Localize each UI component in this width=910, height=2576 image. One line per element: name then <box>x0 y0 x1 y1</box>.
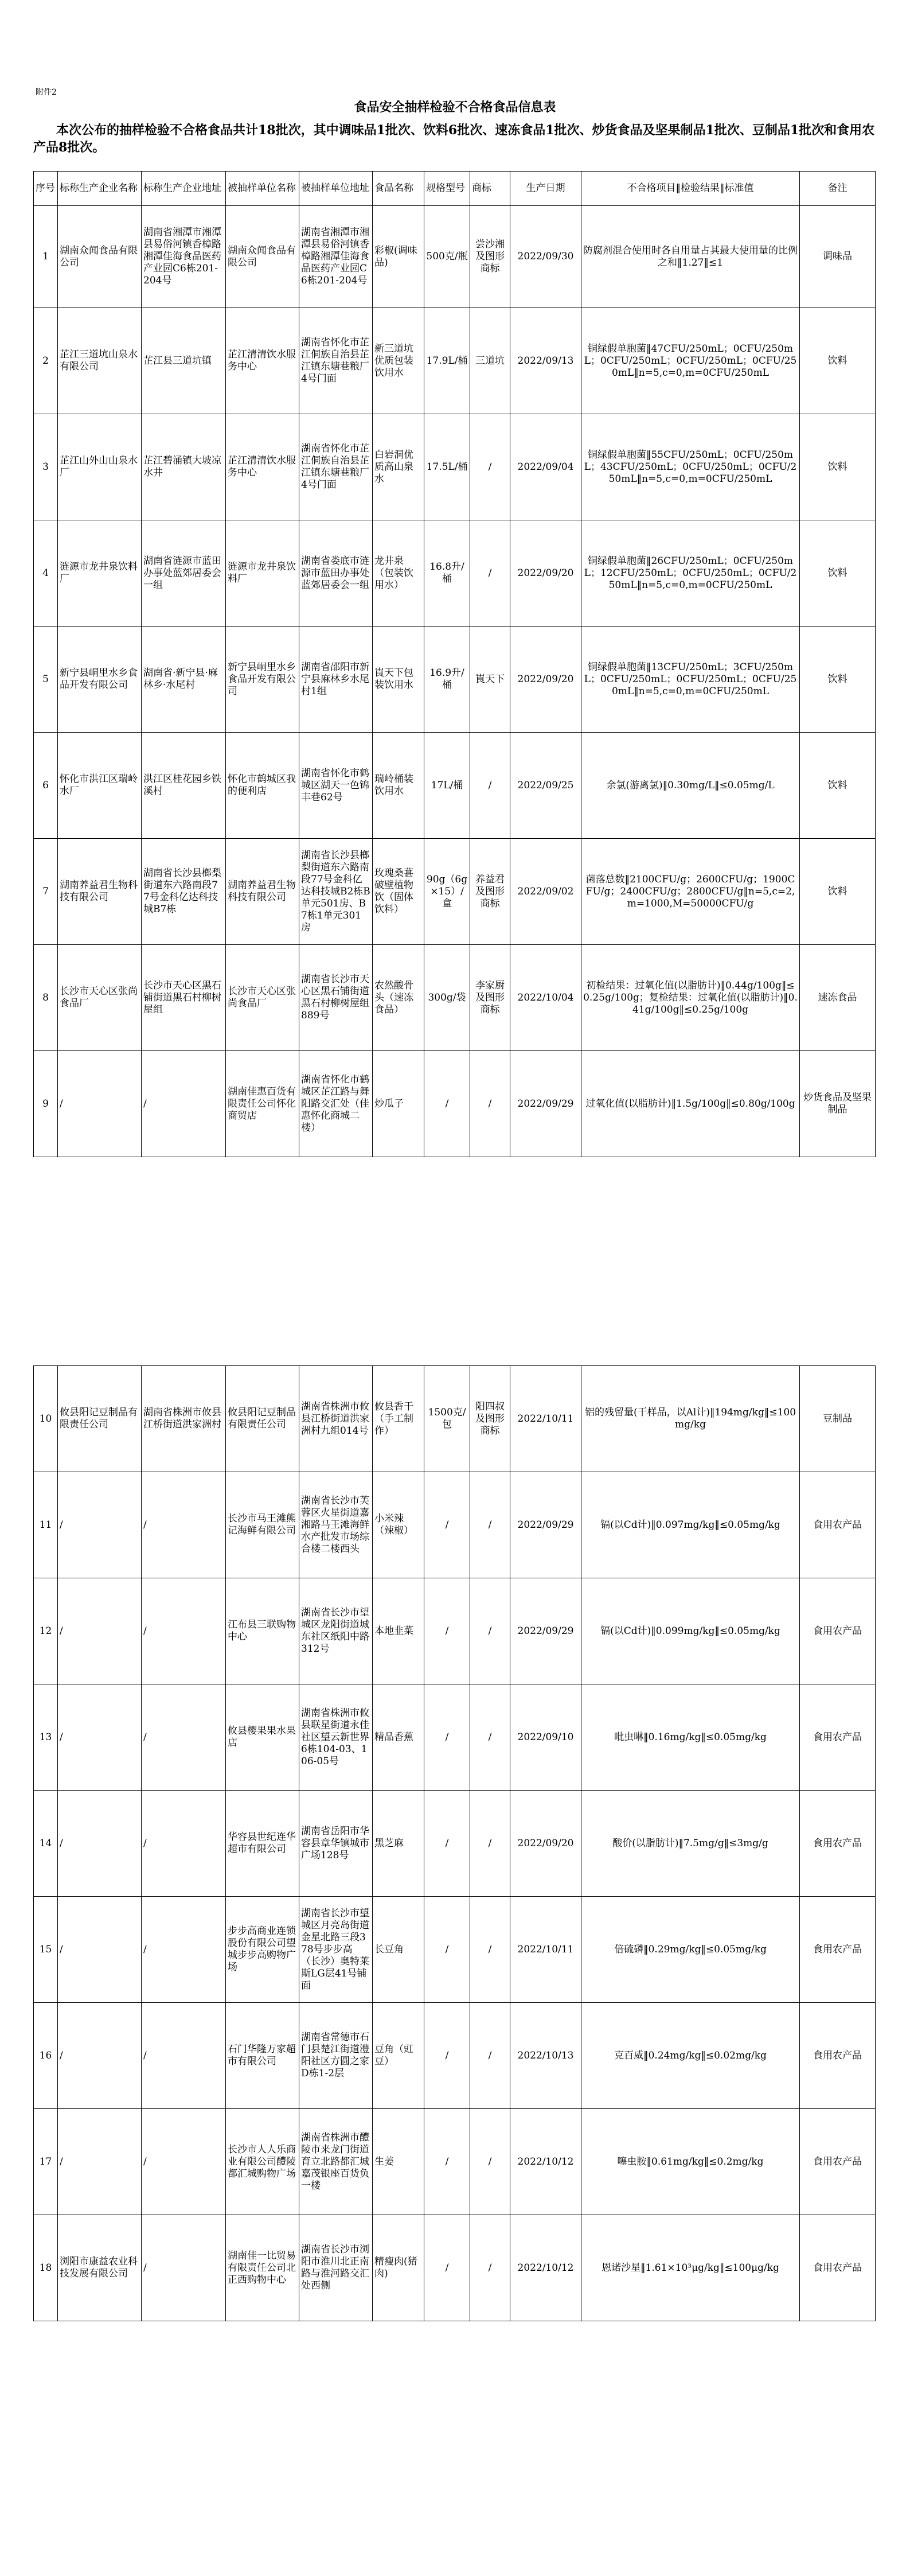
cell-spec: / <box>424 2109 470 2215</box>
cell-mfr: 芷江三道坑山泉水有限公司 <box>58 308 142 414</box>
cell-no: 5 <box>34 627 58 733</box>
cell-seller-addr: 湖南省株洲市攸县江桥街道洪家洲村九组014号 <box>299 1366 373 1472</box>
cell-mfr-addr: / <box>142 1051 226 1157</box>
cell-seller: 芷江清清饮水服务中心 <box>226 308 299 414</box>
cell-mfr: / <box>58 2109 142 2215</box>
cell-seller-addr: 湖南省长沙市望城区月亮岛街道金星北路三段378号步步高（长沙）奥特莱斯LG层41号铺面 <box>299 1897 373 2003</box>
cell-spec: / <box>424 1684 470 1791</box>
cell-food: 豆角（豇豆） <box>373 2003 424 2109</box>
cell-spec: / <box>424 1051 470 1157</box>
cell-result: 铜绿假单胞菌‖55CFU/250mL；0CFU/250mL；43CFU/250mL；0CFU/250mL；0CFU/250mL‖n=5,c=0,m=0CFU/250mL <box>581 414 800 520</box>
table-row <box>34 733 876 839</box>
table-row <box>34 1791 876 1897</box>
cell-mfr-addr: 洪江区桂花园乡铁溪村 <box>142 733 226 839</box>
cell-mfr-addr: 湖南省涟源市蓝田办事处蓝郊居委会一组 <box>142 520 226 627</box>
cell-no: 8 <box>34 945 58 1051</box>
cell-date: 2022/09/02 <box>510 839 581 945</box>
cell-no: 16 <box>34 2003 58 2109</box>
cell-mfr: 怀化市洪江区瑞岭水厂 <box>58 733 142 839</box>
cell-no: 15 <box>34 1897 58 2003</box>
table-row <box>34 1051 876 1157</box>
cell-food: 生姜 <box>373 2109 424 2215</box>
cell-food: 本地韭菜 <box>373 1578 424 1684</box>
cell-mfr-addr: / <box>142 1897 226 2003</box>
cell-mfr: / <box>58 1897 142 2003</box>
cell-no: 9 <box>34 1051 58 1157</box>
table-row <box>34 2215 876 2321</box>
cell-mfr: 湖南众闻食品有限公司 <box>58 206 142 308</box>
cell-mfr-addr: 湖南省株洲市攸县江桥街道洪家洲村 <box>142 1366 226 1472</box>
cell-brand: / <box>470 2109 510 2215</box>
header-cell: 标称生产企业地址 <box>142 172 226 206</box>
cell-mfr: 长沙市天心区张尚食品厂 <box>58 945 142 1051</box>
cell-seller: 长沙市马王滩熊记海鲜有限公司 <box>226 1472 299 1578</box>
cell-mfr-addr: 湖南省湘潭市湘潭县易俗河镇香樟路湘潭佳海食品医药产业园C6栋201-204号 <box>142 206 226 308</box>
cell-seller-addr: 湖南省长沙市浏阳市淮川北正南路与淮河路交汇处西侧 <box>299 2215 373 2321</box>
cell-seller: 怀化市鹤城区我的便利店 <box>226 733 299 839</box>
cell-mfr: 浏阳市康益农业科技发展有限公司 <box>58 2215 142 2321</box>
cell-food: 黑芝麻 <box>373 1791 424 1897</box>
cell-spec: / <box>424 2215 470 2321</box>
cell-note: 食用农产品 <box>800 1578 876 1684</box>
cell-brand: / <box>470 520 510 627</box>
cell-food: 农然酸骨头（速冻食品） <box>373 945 424 1051</box>
cell-note: 食用农产品 <box>800 2003 876 2109</box>
cell-spec: / <box>424 1578 470 1684</box>
cell-spec: 17.5L/桶 <box>424 414 470 520</box>
cell-brand: 尝沙湘及图形商标 <box>470 206 510 308</box>
cell-no: 3 <box>34 414 58 520</box>
cell-food: 精品香蕉 <box>373 1684 424 1791</box>
table-row <box>34 206 876 308</box>
cell-brand: / <box>470 1791 510 1897</box>
cell-seller: 芷江清清饮水服务中心 <box>226 414 299 520</box>
cell-brand: 阳四叔及图形商标 <box>470 1366 510 1472</box>
cell-seller: 涟源市龙井泉饮料厂 <box>226 520 299 627</box>
cell-mfr-addr: 湖南省长沙县榔梨街道东六路南段77号金科亿达科技城B7栋 <box>142 839 226 945</box>
cell-result: 初检结果：过氧化值(以脂肪计)‖0.44g/100g‖≤0.25g/100g；复检结果：过氧化值(以脂肪计)‖0.41g/100g‖≤0.25g/100g <box>581 945 800 1051</box>
cell-food: 精瘦肉(猪肉) <box>373 2215 424 2321</box>
table-row <box>34 520 876 627</box>
cell-spec: / <box>424 1897 470 2003</box>
cell-no: 7 <box>34 839 58 945</box>
cell-mfr: 芷江山外山山泉水厂 <box>58 414 142 520</box>
header-cell: 商标 <box>470 172 510 206</box>
cell-result: 余氯(游离氯)‖0.30mg/L‖≤0.05mg/L <box>581 733 800 839</box>
cell-mfr: / <box>58 1578 142 1684</box>
table-row <box>34 1684 876 1791</box>
cell-seller-addr: 湖南省长沙市天心区黑石铺街道黑石村柳树屋组889号 <box>299 945 373 1051</box>
cell-seller-addr: 湖南省邵阳市新宁县麻林乡水尾村1组 <box>299 627 373 733</box>
table-row <box>34 414 876 520</box>
cell-date: 2022/10/13 <box>510 2003 581 2109</box>
cell-mfr-addr: / <box>142 2109 226 2215</box>
cell-no: 4 <box>34 520 58 627</box>
cell-date: 2022/10/12 <box>510 2109 581 2215</box>
cell-brand: 李家厨及图形商标 <box>470 945 510 1051</box>
cell-seller: 石门华隆万家超市有限公司 <box>226 2003 299 2109</box>
cell-result: 克百威‖0.24mg/kg‖≤0.02mg/kg <box>581 2003 800 2109</box>
cell-result: 恩诺沙星‖1.61×10³μg/kg‖≤100μg/kg <box>581 2215 800 2321</box>
cell-mfr: / <box>58 1791 142 1897</box>
cell-brand: / <box>470 2003 510 2109</box>
cell-food: 玫瑰桑葚破壁植物饮（固体饮料） <box>373 839 424 945</box>
cell-seller: 华容县世纪连华超市有限公司 <box>226 1791 299 1897</box>
cell-no: 1 <box>34 206 58 308</box>
cell-food: 小米辣（辣椒） <box>373 1472 424 1578</box>
cell-seller: 江布县三联购物中心 <box>226 1578 299 1684</box>
cell-brand: 崀天下 <box>470 627 510 733</box>
header-cell: 序号 <box>34 172 58 206</box>
cell-date: 2022/09/29 <box>510 1472 581 1578</box>
cell-date: 2022/09/20 <box>510 1791 581 1897</box>
table-row <box>34 839 876 945</box>
intro-paragraph: 本次公布的抽样检验不合格食品共计18批次，其中调味品1批次、饮料6批次、速冻食品1批次、炒货食品及坚果制品1批次、豆制品1批次和食用农产品8批次。 <box>33 123 875 155</box>
cell-date: 2022/09/20 <box>510 520 581 627</box>
cell-seller: 攸县阳记豆制品有限责任公司 <box>226 1366 299 1472</box>
table-row <box>34 1578 876 1684</box>
cell-note: 饮料 <box>800 839 876 945</box>
cell-result: 倍硫磷‖0.29mg/kg‖≤0.05mg/kg <box>581 1897 800 2003</box>
header-cell: 标称生产企业名称 <box>58 172 142 206</box>
cell-result: 酸价(以脂肪计)‖7.5mg/g‖≤3mg/g <box>581 1791 800 1897</box>
attachment-label: 附件2 <box>36 88 57 97</box>
header-cell: 被抽样单位地址 <box>299 172 373 206</box>
cell-no: 17 <box>34 2109 58 2215</box>
cell-food: 攸县香干（手工制作） <box>373 1366 424 1472</box>
cell-note: 食用农产品 <box>800 1897 876 2003</box>
cell-seller: 攸县樱果果水果店 <box>226 1684 299 1791</box>
cell-food: 龙井泉（包装饮用水） <box>373 520 424 627</box>
cell-date: 2022/09/13 <box>510 308 581 414</box>
cell-seller: 湖南佳惠百货有限责任公司怀化商贸店 <box>226 1051 299 1157</box>
cell-seller-addr: 湖南省怀化市鹤城区湖天一色锦丰巷62号 <box>299 733 373 839</box>
cell-note: 饮料 <box>800 733 876 839</box>
cell-date: 2022/09/04 <box>510 414 581 520</box>
cell-brand: 三道坑 <box>470 308 510 414</box>
cell-mfr-addr: 芷江碧涌镇大坡凉水井 <box>142 414 226 520</box>
cell-mfr: / <box>58 1684 142 1791</box>
cell-mfr: / <box>58 1472 142 1578</box>
cell-date: 2022/10/12 <box>510 2215 581 2321</box>
cell-date: 2022/10/11 <box>510 1366 581 1472</box>
cell-note: 速冻食品 <box>800 945 876 1051</box>
cell-note: 食用农产品 <box>800 2215 876 2321</box>
cell-date: 2022/09/10 <box>510 1684 581 1791</box>
header-cell: 被抽样单位名称 <box>226 172 299 206</box>
cell-result: 铜绿假单胞菌‖13CFU/250mL；3CFU/250mL；0CFU/250mL；0CFU/250mL；0CFU/250mL‖n=5,c=0,m=0CFU/250mL <box>581 627 800 733</box>
cell-note: 豆制品 <box>800 1366 876 1472</box>
cell-no: 10 <box>34 1366 58 1472</box>
cell-seller: 湖南佳一比贸易有限责任公司北正西购物中心 <box>226 2215 299 2321</box>
header-cell: 规格型号 <box>424 172 470 206</box>
cell-mfr: / <box>58 1051 142 1157</box>
table-row <box>34 308 876 414</box>
cell-seller-addr: 湖南省娄底市涟源市蓝田办事处蓝郊居委会一组 <box>299 520 373 627</box>
cell-result: 吡虫啉‖0.16mg/kg‖≤0.05mg/kg <box>581 1684 800 1791</box>
cell-date: 2022/09/29 <box>510 1578 581 1684</box>
cell-seller-addr: 湖南省株洲市醴陵市来龙门街道育立北路都汇城嘉茂银座百货负一楼 <box>299 2109 373 2215</box>
cell-mfr: 新宁县峒里水乡食品开发有限公司 <box>58 627 142 733</box>
cell-spec: / <box>424 2003 470 2109</box>
cell-note: 调味品 <box>800 206 876 308</box>
cell-food: 新三道坑优质包装饮用水 <box>373 308 424 414</box>
cell-note: 食用农产品 <box>800 2109 876 2215</box>
cell-no: 13 <box>34 1684 58 1791</box>
header-cell: 不合格项目‖检验结果‖标准值 <box>581 172 800 206</box>
cell-result: 镉(以Cd计)‖0.099mg/kg‖≤0.05mg/kg <box>581 1578 800 1684</box>
cell-spec: 17L/桶 <box>424 733 470 839</box>
cell-brand: / <box>470 733 510 839</box>
cell-spec: 1500克/包 <box>424 1366 470 1472</box>
cell-result: 铜绿假单胞菌‖26CFU/250mL；0CFU/250mL；12CFU/250mL；0CFU/250mL；0CFU/250mL‖n=5,c=0,m=0CFU/250mL <box>581 520 800 627</box>
cell-seller-addr: 湖南省怀化市芷江侗族自治县芷江镇东塘巷粮厂4号门面 <box>299 414 373 520</box>
cell-mfr-addr: / <box>142 1684 226 1791</box>
cell-note: 饮料 <box>800 627 876 733</box>
cell-note: 饮料 <box>800 308 876 414</box>
table-row <box>34 945 876 1051</box>
table-row <box>34 1366 876 1472</box>
table-row <box>34 1897 876 2003</box>
cell-mfr-addr: 湖南省·新宁县·麻林乡·水尾村 <box>142 627 226 733</box>
cell-result: 防腐剂混合使用时各自用量占其最大使用量的比例之和‖1.27‖≤1 <box>581 206 800 308</box>
table-row <box>34 1472 876 1578</box>
results-table-part2 <box>33 1365 876 2321</box>
cell-seller-addr: 湖南省株洲市攸县联星街道永佳社区望云新世界6栋104-03、106-05号 <box>299 1684 373 1791</box>
cell-seller-addr: 湖南省怀化市鹤城区芷江路与舞阳路交汇处（佳惠怀化商城二楼） <box>299 1051 373 1157</box>
cell-mfr-addr: / <box>142 2003 226 2109</box>
cell-mfr-addr: / <box>142 2215 226 2321</box>
cell-seller-addr: 湖南省湘潭市湘潭县易俗河镇香樟路湘潭佳海食品医药产业园C6栋201-204号 <box>299 206 373 308</box>
cell-spec: / <box>424 1791 470 1897</box>
cell-spec: 16.8升/桶 <box>424 520 470 627</box>
cell-date: 2022/09/20 <box>510 627 581 733</box>
cell-note: 食用农产品 <box>800 1472 876 1578</box>
cell-spec: 17.9L/桶 <box>424 308 470 414</box>
cell-brand: / <box>470 1472 510 1578</box>
cell-note: 食用农产品 <box>800 1791 876 1897</box>
cell-seller-addr: 湖南省长沙市望城区龙阳街道城东社区纸阳中路312号 <box>299 1578 373 1684</box>
cell-seller: 湖南众闻食品有限公司 <box>226 206 299 308</box>
cell-mfr-addr: / <box>142 1472 226 1578</box>
cell-brand: / <box>470 1684 510 1791</box>
cell-brand: / <box>470 1051 510 1157</box>
document-title: 食品安全抽样检验不合格食品信息表 <box>354 100 556 115</box>
cell-brand: / <box>470 2215 510 2321</box>
table-row <box>34 627 876 733</box>
cell-result: 过氧化值(以脂肪计)‖1.5g/100g‖≤0.80g/100g <box>581 1051 800 1157</box>
results-table-part1 <box>33 171 876 1157</box>
cell-mfr: 涟源市龙井泉饮料厂 <box>58 520 142 627</box>
cell-seller: 步步高商业连锁股份有限公司望城步步高购物广场 <box>226 1897 299 2003</box>
cell-note: 饮料 <box>800 520 876 627</box>
cell-no: 2 <box>34 308 58 414</box>
cell-no: 11 <box>34 1472 58 1578</box>
cell-result: 铜绿假单胞菌‖47CFU/250mL；0CFU/250mL；0CFU/250mL；0CFU/250mL；0CFU/250mL‖n=5,c=0,m=0CFU/250mL <box>581 308 800 414</box>
cell-date: 2022/10/11 <box>510 1897 581 2003</box>
cell-seller-addr: 湖南省岳阳市华容县章华镇城市广场128号 <box>299 1791 373 1897</box>
cell-spec: / <box>424 1472 470 1578</box>
cell-brand: 养益君及图形商标 <box>470 839 510 945</box>
cell-date: 2022/09/25 <box>510 733 581 839</box>
cell-note: 食用农产品 <box>800 1684 876 1791</box>
cell-seller: 新宁县峒里水乡食品开发有限公司 <box>226 627 299 733</box>
cell-spec: 16.9升/桶 <box>424 627 470 733</box>
cell-mfr: / <box>58 2003 142 2109</box>
cell-food: 炒瓜子 <box>373 1051 424 1157</box>
cell-food: 长豆角 <box>373 1897 424 2003</box>
cell-no: 6 <box>34 733 58 839</box>
cell-food: 彩椒(调味品) <box>373 206 424 308</box>
cell-mfr: 湖南养益君生物科技有限公司 <box>58 839 142 945</box>
cell-mfr-addr: / <box>142 1791 226 1897</box>
cell-seller-addr: 湖南省长沙市芙蓉区火星街道嘉湘路马王滩海鲜水产批发市场综合楼二楼西头 <box>299 1472 373 1578</box>
header-row <box>34 172 876 206</box>
cell-food: 瑞岭桶装饮用水 <box>373 733 424 839</box>
cell-result: 铝的残留量(干样品，以Al计)‖194mg/kg‖≤100mg/kg <box>581 1366 800 1472</box>
cell-note: 炒货食品及坚果制品 <box>800 1051 876 1157</box>
cell-result: 菌落总数‖2100CFU/g；2600CFU/g；1900CFU/g；2400CFU/g；2800CFU/g‖n=5,c=2,m=1000,M=50000CFU/g <box>581 839 800 945</box>
cell-no: 18 <box>34 2215 58 2321</box>
cell-spec: 90g（6g×15）/盒 <box>424 839 470 945</box>
cell-seller-addr: 湖南省长沙县榔梨街道东六路南段77号金科亿达科技城B2栋B单元501房、B7栋1单元301房 <box>299 839 373 945</box>
cell-brand: / <box>470 414 510 520</box>
cell-no: 12 <box>34 1578 58 1684</box>
cell-seller: 湖南养益君生物科技有限公司 <box>226 839 299 945</box>
cell-seller: 长沙市天心区张尚食品厂 <box>226 945 299 1051</box>
cell-mfr-addr: 芷江县三道坑镇 <box>142 308 226 414</box>
cell-result: 噻虫胺‖0.61mg/kg‖≤0.2mg/kg <box>581 2109 800 2215</box>
cell-seller: 长沙市人人乐商业有限公司醴陵都汇城购物广场 <box>226 2109 299 2215</box>
header-cell: 食品名称 <box>373 172 424 206</box>
cell-date: 2022/10/04 <box>510 945 581 1051</box>
cell-mfr-addr: 长沙市天心区黑石铺街道黑石村柳树屋组 <box>142 945 226 1051</box>
cell-note: 饮料 <box>800 414 876 520</box>
cell-date: 2022/09/30 <box>510 206 581 308</box>
cell-date: 2022/09/29 <box>510 1051 581 1157</box>
cell-mfr: 攸县阳记豆制品有限责任公司 <box>58 1366 142 1472</box>
cell-result: 镉(以Cd计)‖0.097mg/kg‖≤0.05mg/kg <box>581 1472 800 1578</box>
header-cell: 生产日期 <box>510 172 581 206</box>
table-row <box>34 2003 876 2109</box>
cell-seller-addr: 湖南省常德市石门县楚江街道澧阳社区方圆之家D栋1-2层 <box>299 2003 373 2109</box>
cell-no: 14 <box>34 1791 58 1897</box>
cell-seller-addr: 湖南省怀化市芷江侗族自治县芷江镇东塘巷粮厂4号门面 <box>299 308 373 414</box>
cell-mfr-addr: / <box>142 1578 226 1684</box>
cell-spec: 300g/袋 <box>424 945 470 1051</box>
table-row <box>34 2109 876 2215</box>
cell-brand: / <box>470 1578 510 1684</box>
cell-spec: 500克/瓶 <box>424 206 470 308</box>
cell-brand: / <box>470 1897 510 2003</box>
header-cell: 备注 <box>800 172 876 206</box>
cell-food: 崀天下包装饮用水 <box>373 627 424 733</box>
cell-food: 白岩洞优质高山泉水 <box>373 414 424 520</box>
